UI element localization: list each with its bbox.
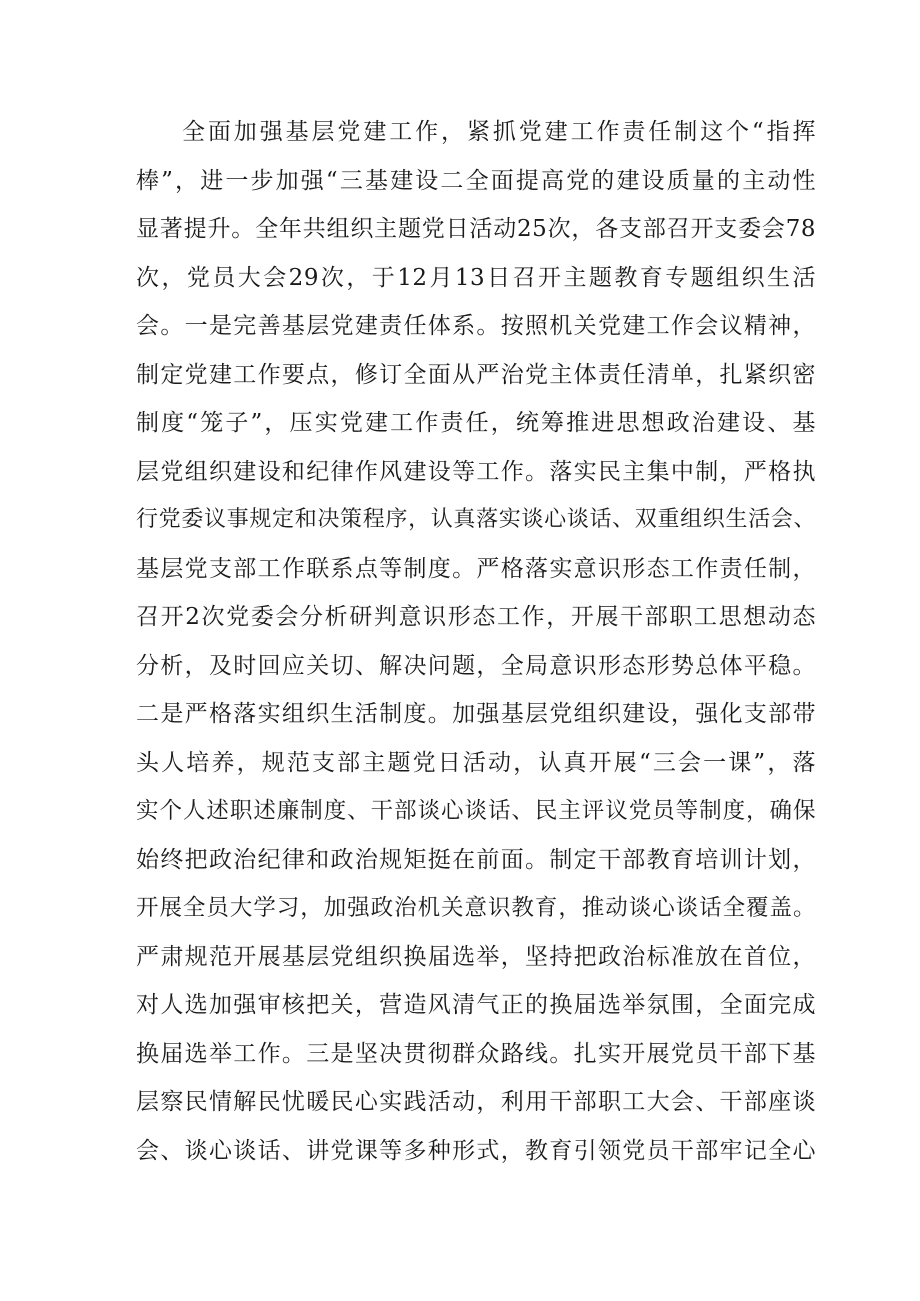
paragraph-line: 换届选举工作。三是坚决贯彻群众路线。扎实开展党员干部下基 — [136, 1040, 816, 1067]
paragraph-line: 行党委议事规定和决策程序，认真落实谈心谈话、双重组织生活会、 — [136, 507, 816, 532]
paragraph-line: 层察民情解民忧暖民心实践活动，利用干部职工大会、干部座谈 — [136, 1089, 816, 1115]
paragraph-line: 制定党建工作要点，修订全面从严治党主体责任清单，扎紧织密 — [136, 361, 816, 388]
paragraph-line: 制度“笼子”，压实党建工作责任，统筹推进思想政治建设、基 — [136, 410, 816, 436]
paragraph-line: 层党组织建设和纪律作风建设等工作。落实民主集中制，严格执 — [136, 458, 816, 485]
paragraph-line: 召开2次党委会分析研判意识形态工作，开展干部职工思想动态 — [136, 604, 816, 630]
paragraph-line: 开展全员大学习，加强政治机关意识教育，推动谈心谈话全覆盖。 — [136, 895, 816, 921]
paragraph-line: 全面加强基层党建工作，紧抓党建工作责任制这个“指挥 — [182, 119, 816, 145]
paragraph-line: 实个人述职述廉制度、干部谈心谈话、民主评议党员等制度，确保 — [136, 798, 816, 824]
paragraph-line: 始终把政治纪律和政治规矩挺在前面。制定干部教育培训计划， — [136, 846, 816, 873]
paragraph-line: 棒”，进一步加强“三基建设二全面提高党的建设质量的主动性 — [136, 167, 816, 194]
body-paragraph — [136, 108, 816, 1175]
paragraph-line: 会、谈心谈话、讲党课等多种形式，教育引领党员干部牢记全心 — [136, 1137, 816, 1164]
paragraph-line: 显著提升。全年共组织主题党日活动25次，各支部召开支委会78 — [136, 216, 816, 242]
paragraph-line: 头人培养，规范支部主题党日活动，认真开展“三会一课”，落 — [136, 749, 816, 776]
paragraph-line: 基层党支部工作联系点等制度。严格落实意识形态工作责任制， — [136, 555, 816, 582]
paragraph-line: 二是严格落实组织生活制度。加强基层党组织建设，强化支部带 — [136, 701, 816, 727]
paragraph-line: 次，党员大会29次，于12月13日召开主题教育专题组织生活 — [136, 264, 816, 291]
paragraph-line: 会。一是完善基层党建责任体系。按照机关党建工作会议精神， — [136, 313, 816, 339]
paragraph-line: 严肃规范开展基层党组织换届选举，坚持把政治标准放在首位， — [136, 943, 816, 970]
paragraph-line: 对人选加强审核把关，营造风清气正的换届选举氛围，全面完成 — [136, 992, 816, 1018]
paragraph-line: 分析，及时回应关切、解决问题，全局意识形态形势总体平稳。 — [136, 652, 816, 679]
